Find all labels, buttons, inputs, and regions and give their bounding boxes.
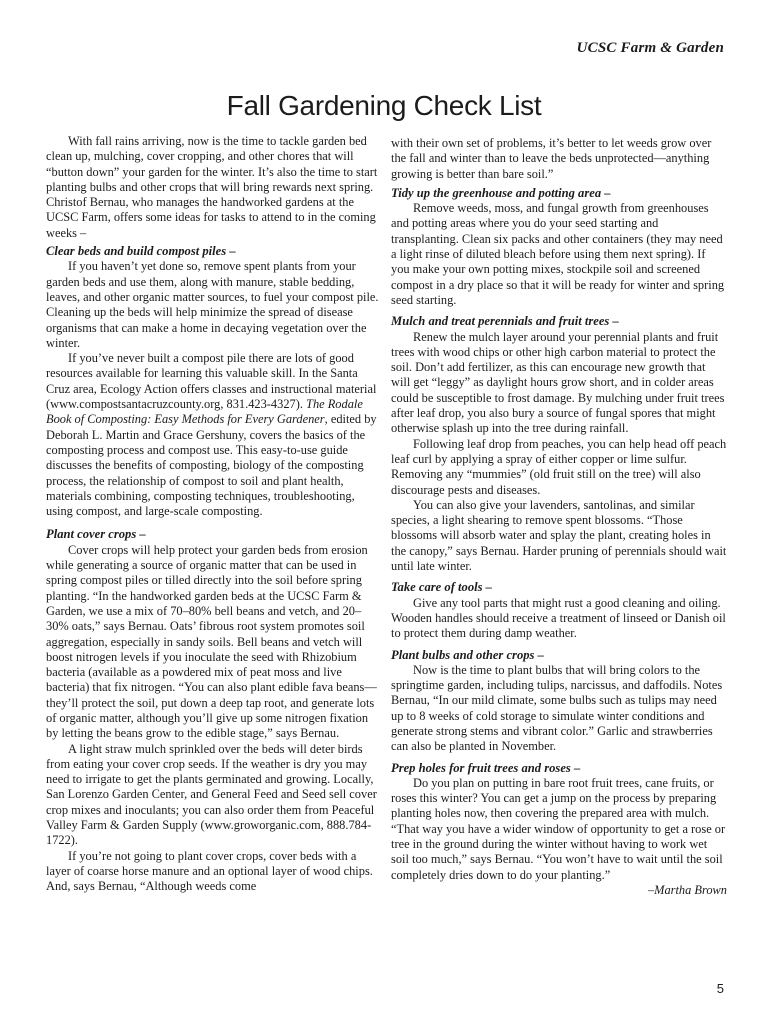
section-heading-compost: Clear beds and build compost piles – — [46, 244, 236, 259]
fruit-trees-paragraph: Do you plan on putting in bare root fruit trees, cane fruits, or roses this winter? You can get a jump on the process by preparing planting holes now, then covering the prepared area with mulch. “That way you have a wider window of opportunity to get a rose or tree in the ground during the winter without having to work wet soil too much,” says Bernau. “You won’t have to wait until the soil completely dries down to do your planting.” — [391, 775, 726, 882]
greenhouse-paragraph: Remove weeds, moss, and fungal growth from greenhouses and potting areas where you do your seed starting and transplanting. Clean six packs and other containers (they may need a light rinse of diluted bleach before using them next spring). If you make your own potting mixes, stockpile soil and screened compost in a dry place so that it will be ready for winter and spring seed starting. — [391, 201, 725, 307]
section-heading-tools: Take care of tools – — [391, 580, 492, 595]
perennials-paragraph-1: Renew the mulch layer around your perennial plants and fruit trees with wood chips or other high carbon material to protect the soil. Don’t add fertilizer, as this can encourage new growth that will get “leggy” as daylight hours grow short, and in colder areas could be susceptible to frost damage. By mulching under fruit trees after leaf drop, you also bury a source of fungal spores that might otherwise splash up into the tree during rainfall. — [391, 329, 725, 436]
author-signature: –Martha Brown — [647, 882, 727, 897]
right-column — [391, 136, 727, 898]
perennials-paragraph-3: You can also give your lavenders, santolinas, and similar species, a light shearing to remove spent blossoms. “Those blossoms will absorb water and splay the plant, creating holes in the canopy,” says Bernau. Harder pruning of perennials should wait until late winter. — [391, 497, 727, 574]
compost-resources-text: If you’ve never built a compost pile there are lots of good resources available for learning this valuable skill. In the Santa Cruz area, Ecology Action offers classes and instructional material (www.compostsantacruzcounty.org, 831.423-4327). — [46, 351, 377, 412]
section-heading-cover-crops: Plant cover crops – — [46, 527, 146, 542]
compost-paragraph-1: If you haven’t yet done so, remove spent plants from your garden beds and use them, along with manure, stable bedding, leaves, and other organic matter sources, to fuel your compost pile. Cleaning up the beds will help minimize the spread of disease organisms that can make a home in decaying vegetation over the winter. — [46, 259, 379, 350]
intro-paragraph: With fall rains arriving, now is the time to tackle garden bed clean up, mulching, cover cropping, and other chores that will “button down” your garden for the winter. It’s also the time to start planting bulbs and other crops that will bring rewards next spring. Christof Bernau, who manages the handworked gardens at the UCSC Farm, offers some ideas for tasks to attend to in the coming weeks – — [46, 134, 378, 240]
section-heading-fruit-trees: Prep holes for fruit trees and roses – — [391, 760, 581, 775]
page-title: Fall Gardening Check List — [226, 90, 542, 121]
perennials-paragraph-2: Following leaf drop from peaches, you can help head off peach leaf curl by applying a spray of either copper or lime sulfur. Removing any “mummies” (old fruit still on the tree) will also discourage pests and diseases. — [391, 436, 727, 497]
cover-crops-paragraph-2: A light straw mulch sprinkled over the beds will deter birds from eating your cover crop seeds. If the weather is dry you may need to irrigate to get the plants germinated and growing. Locally, San Lorenzo Garden Center, and General Feed and Seed sell cover crop mixes and inoculants; you can also order them from Peaceful Valley Farm & Garden Supply (www.groworganic.com, 888.784-1722). — [46, 741, 377, 848]
compost-paragraph-2 — [46, 351, 379, 519]
cover-crops-paragraph-1: Cover crops will help protect your garden beds from erosion while generating a source of organic matter that can be used in spring compost piles or tilled directly into the soil before spring planting. “In the handworked garden beds at the UCSC Farm & Garden, we use a mix of 70–80% bell beans and vetch, and 20–30% oats,” says Bernau. Oats’ fibrous root system promotes soil aggregation, especially in sandy soils. Bell beans and vetch will boost nitrogen levels if you inoculate the seed with Rhizobium bacteria (available as a powdered mix of peat moss and live bacteria) that fix nitrogen. “You can also plant edible fava beans—they’ll protect the soil, put down a deep tap root, and generate lots of organic matter, although you’ll give up some nitrogen fixation by letting the beans grow to the edible stage,” says Bernau. — [46, 542, 377, 741]
page-number: 5 — [716, 981, 724, 996]
left-column — [46, 134, 379, 895]
section-heading-perennials: Mulch and treat perennials and fruit trees – — [391, 314, 619, 329]
compost-book-text: , edited by Deborah L. Martin and Grace Gershuny, covers the basics of the composting process and compost use. This easy-to-use guide discusses the benefits of composting, biology of the composting process, the relationship of compost to soil and plant health, materials combining, composting techniques, troubleshooting, using compost, and large-scale composting. — [46, 412, 377, 519]
section-heading-greenhouse: Tidy up the greenhouse and potting area – — [391, 185, 611, 200]
book-title: The Rodale Book of Composting: Easy Methods for Every Gardener — [46, 397, 363, 427]
continued-paragraph: with their own set of problems, it’s better to let weeds grow over the fall and winter than to leave the beds unprotected—anything growing is better than bare soil.” — [391, 136, 712, 181]
cover-crops-paragraph-3: If you’re not going to plant cover crops, cover beds with a layer of coarse horse manure and an optional layer of wood chips. And, says Bernau, “Although weeds come — [46, 848, 373, 894]
bulbs-paragraph: Now is the time to plant bulbs that will bring colors to the springtime garden, including tulips, narcissus, and daffodils. Notes Bernau, “In our mild climate, some bulbs such as tulips may need up to 8 weeks of cold storage to simulate winter conditions and generate strong stems and vibrant color.” Garlic and strawberries can also be planted in November. — [391, 662, 723, 754]
tools-paragraph: Give any tool parts that might rust a good cleaning and oiling. Wooden handles should receive a treatment of linseed or Danish oil to protect them during damp weather. — [391, 595, 726, 641]
publication-header: UCSC Farm & Garden — [576, 40, 724, 56]
section-heading-bulbs: Plant bulbs and other crops – — [391, 647, 544, 662]
